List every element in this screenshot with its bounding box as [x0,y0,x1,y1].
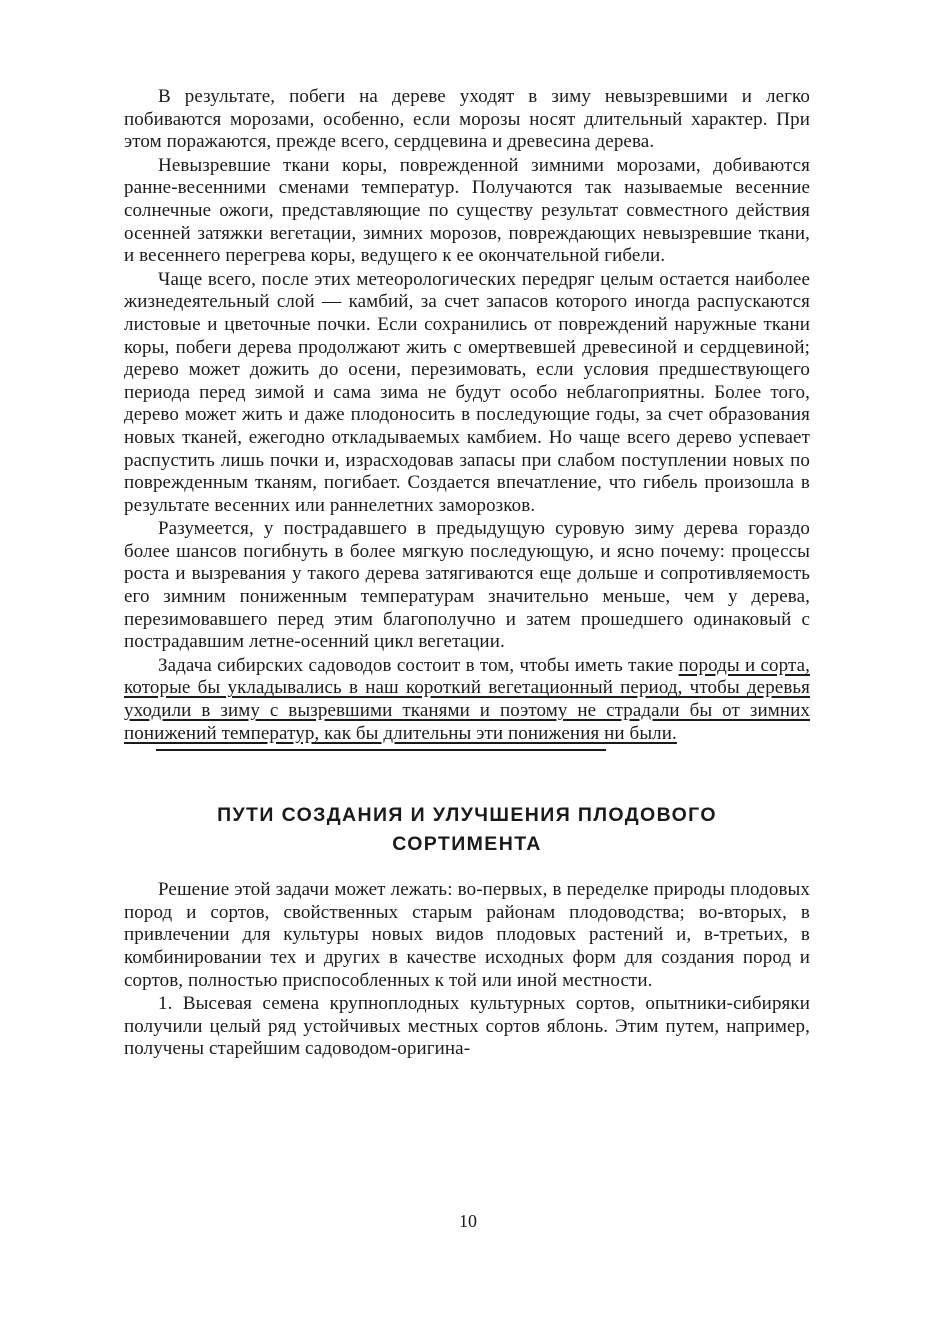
section-heading-line-1: ПУТИ СОЗДАНИЯ И УЛУЧШЕНИЯ ПЛОДОВОГО [217,804,717,827]
paragraph-solution: Решение этой задачи может лежать: во-первых, в переделке природы плодовых пород и сортов, свойственных старым районам плодоводства; во-вторых, в привлечении для культуры новых видов плодовых растений и, в-третьих, в комбинировании тех и других в качестве исходных форм для создания пород и сортов, полностью приспособленных к той или иной местности. [124,879,810,991]
section-heading-line-2: СОРТИМЕНТА [392,833,542,856]
paragraph-sowing-seeds: 1. Высевая семена крупноплодных культурных сортов, опытники-сибиряки получили целый ряд устойчивых местных сортов яблонь. Этим путем, например, получены старейшим садоводом-оригина- [124,993,810,1060]
paragraph-cambium: Чаще всего, после этих метеорологических передряг целым остается наиболее жизнедеятельный слой — камбий, за счет запасов которого иногда распускаются листовые и цветочные почки. Если сохранились от повреждений наружные ткани коры, побеги дерева продолжают жить с омертвевшей древесиной и сердцевиной; дерево может дожить до осени, перезимовать, если условия предшествующего периода перед зимой и сама зима не будут особо неблагоприятны. Более того, дерево может жить и даже плодоносить в последующие годы, за счет образования новых тканей, ежегодно откладываемых камбием. Но чаще всего дерево успевает распустить лишь почки и, израсходовав запасы при слабом поступлении новых по поврежденным тканям, погибает. Создается впечатление, что гибель произошла в результате весенних или раннелетних заморозков. [124,268,810,516]
paragraph-unripe-tissues: Невызревшие ткани коры, поврежденной зимними морозами, добиваются ранне-весенними сменами температур. Получаются так называемые весенние солнечные ожоги, представляющие по существу результат совместного действия осенней затяжки вегетации, зимних морозов, повреждающих невызревшие ткани, и весеннего перегрева коры, ведущего к ее окончательной гибели. [124,154,810,267]
paragraph-damaged-tree: Разумеется, у пострадавшего в предыдущую суровую зиму дерева гораздо более шансов погибнуть в более мягкую последующую, и ясно почему: процессы роста и вызревания у такого дерева затягиваются еще дольше и сопротивляемость его зимним пониженным температурам значительно меньше, чем у дерева, перезимовавшего перед этим благополучно и затем прошедшего одинаковый с пострадавшим летне-осенний цикл вегетации. [124,518,810,653]
text-column [124,86,810,1061]
underline-rule [156,749,606,751]
section-body [124,879,810,1061]
section-heading [124,801,810,859]
task-lead-text: Задача сибирских садоводов состоит в том, чтобы иметь такие [158,654,679,676]
page-number: 10 [459,1211,477,1231]
task-underlined-text: породы и сорта, которые бы укладывались в наш короткий вегетационный период, чтобы деревья уходили в зиму с вызревшими тканями и поэтому не страдали бы от зимних понижений температур, как бы длительны эти понижения ни были. [124,654,810,744]
paragraph-task [124,655,810,745]
paragraph-results: В результате, побеги на дереве уходят в зиму невызревшими и легко побиваются морозами, особенно, если морозы носят длительный характер. При этом поражаются, прежде всего, сердцевина и древесина дерева. [124,86,810,153]
